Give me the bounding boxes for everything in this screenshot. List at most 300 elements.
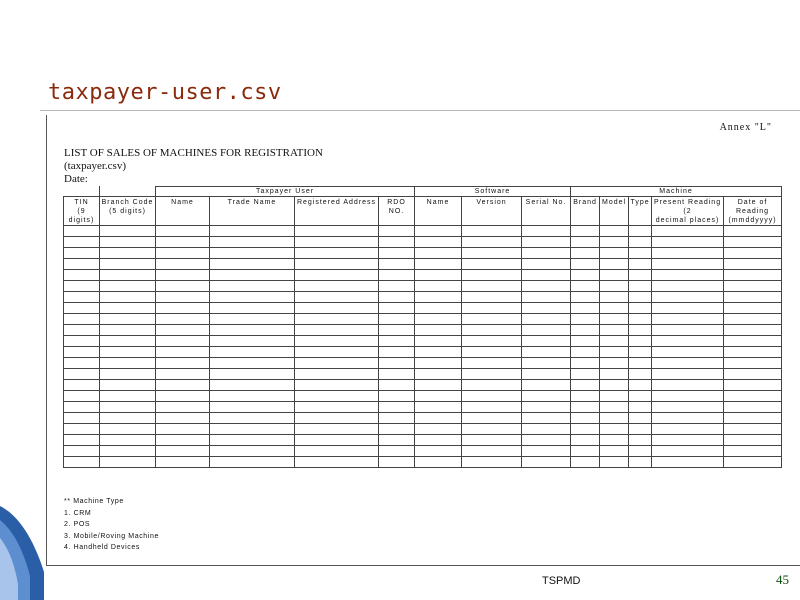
table-cell <box>210 446 295 457</box>
sales-table <box>63 186 782 468</box>
table-cell <box>724 303 782 314</box>
table-cell <box>415 369 462 380</box>
table-cell <box>652 424 724 435</box>
table-column-header <box>64 197 782 226</box>
table-cell <box>415 303 462 314</box>
table-cell <box>295 457 379 468</box>
table-cell <box>462 391 522 402</box>
table-cell <box>100 402 156 413</box>
table-cell <box>415 402 462 413</box>
table-cell <box>600 347 629 358</box>
table-cell <box>652 369 724 380</box>
table-cell <box>379 281 415 292</box>
table-cell <box>64 237 100 248</box>
table-cell <box>629 380 652 391</box>
table-cell <box>522 292 571 303</box>
table-cell <box>522 325 571 336</box>
table-cell <box>600 314 629 325</box>
table-cell <box>724 314 782 325</box>
table-cell <box>415 336 462 347</box>
table-row <box>64 237 782 248</box>
table-cell <box>571 259 600 270</box>
table-cell <box>210 413 295 424</box>
col-type: Type <box>629 197 652 226</box>
table-cell <box>571 369 600 380</box>
table-cell <box>64 380 100 391</box>
col-brand: Brand <box>571 197 600 226</box>
table-cell <box>379 248 415 259</box>
table-cell <box>629 424 652 435</box>
col-date-of-reading-label: Date of Reading <box>736 199 770 215</box>
table-cell <box>462 380 522 391</box>
table-cell <box>210 292 295 303</box>
col-present-reading <box>652 197 724 226</box>
table-cell <box>462 259 522 270</box>
table-cell <box>156 226 210 237</box>
table-row <box>64 413 782 424</box>
table-cell <box>571 237 600 248</box>
table-cell <box>379 325 415 336</box>
table-cell <box>64 413 100 424</box>
table-cell <box>379 336 415 347</box>
table-cell <box>724 380 782 391</box>
table-cell <box>600 402 629 413</box>
table-cell <box>210 347 295 358</box>
table-cell <box>415 248 462 259</box>
table-cell <box>379 259 415 270</box>
table-cell <box>210 336 295 347</box>
table-cell <box>462 281 522 292</box>
table-cell <box>652 413 724 424</box>
table-cell <box>571 446 600 457</box>
table-cell <box>600 424 629 435</box>
table-cell <box>64 226 100 237</box>
table-cell <box>462 457 522 468</box>
table-cell <box>100 281 156 292</box>
table-row <box>64 424 782 435</box>
table-cell <box>156 457 210 468</box>
table-cell <box>379 237 415 248</box>
col-branch-code-label: Branch Code <box>101 199 154 206</box>
table-cell <box>652 303 724 314</box>
table-cell <box>724 413 782 424</box>
col-present-reading-label: Present Reading (2 <box>653 199 722 215</box>
group-header-blank <box>64 187 100 197</box>
table-cell <box>210 369 295 380</box>
table-cell <box>522 391 571 402</box>
table-cell <box>64 424 100 435</box>
table-cell <box>64 446 100 457</box>
table-cell <box>629 435 652 446</box>
table-cell <box>415 358 462 369</box>
table-cell <box>522 413 571 424</box>
table-cell <box>64 259 100 270</box>
table-cell <box>415 292 462 303</box>
table-cell <box>210 314 295 325</box>
table-cell <box>629 457 652 468</box>
col-date-of-reading <box>724 197 782 226</box>
table-cell <box>724 325 782 336</box>
table-cell <box>462 237 522 248</box>
table-cell <box>415 391 462 402</box>
table-row <box>64 446 782 457</box>
table-cell <box>295 237 379 248</box>
table-cell <box>600 303 629 314</box>
table-cell <box>210 270 295 281</box>
table-cell <box>64 281 100 292</box>
table-cell <box>600 391 629 402</box>
table-cell <box>210 303 295 314</box>
table-cell <box>629 248 652 259</box>
table-cell <box>210 358 295 369</box>
table-row <box>64 457 782 468</box>
table-row <box>64 336 782 347</box>
machine-type-notes <box>64 496 159 554</box>
table-cell <box>522 380 571 391</box>
table-cell <box>462 413 522 424</box>
heading-title: LIST OF SALES OF MACHINES FOR REGISTRATION <box>64 147 323 159</box>
table-cell <box>629 226 652 237</box>
table-cell <box>100 391 156 402</box>
table-cell <box>415 314 462 325</box>
table-cell <box>724 358 782 369</box>
notes-item: 1. CRM <box>64 509 92 517</box>
table-cell <box>724 248 782 259</box>
table-cell <box>652 248 724 259</box>
table-cell <box>295 314 379 325</box>
table-cell <box>724 292 782 303</box>
table-row <box>64 281 782 292</box>
table-cell <box>156 281 210 292</box>
table-cell <box>379 424 415 435</box>
table-cell <box>415 226 462 237</box>
table-cell <box>462 248 522 259</box>
col-date-of-reading-sub: (mmddyyyy) <box>728 217 777 224</box>
table-cell <box>210 237 295 248</box>
table-cell <box>522 424 571 435</box>
table-cell <box>64 336 100 347</box>
table-cell <box>100 336 156 347</box>
table-cell <box>724 259 782 270</box>
table-cell <box>64 314 100 325</box>
table-row <box>64 347 782 358</box>
table-cell <box>64 457 100 468</box>
table-cell <box>652 347 724 358</box>
table-cell <box>629 303 652 314</box>
group-header-taxpayer-user: Taxpayer User <box>156 187 415 197</box>
table-cell <box>571 292 600 303</box>
heading-date: Date: <box>64 173 88 185</box>
table-cell <box>100 248 156 259</box>
table-cell <box>210 402 295 413</box>
table-body <box>64 226 782 468</box>
table-cell <box>64 391 100 402</box>
table-cell <box>600 380 629 391</box>
table-cell <box>652 314 724 325</box>
table-cell <box>462 446 522 457</box>
table-cell <box>629 325 652 336</box>
table-cell <box>600 248 629 259</box>
table-cell <box>724 347 782 358</box>
table-cell <box>522 303 571 314</box>
table-cell <box>210 259 295 270</box>
table-cell <box>724 281 782 292</box>
table-cell <box>64 358 100 369</box>
table-cell <box>462 424 522 435</box>
table-cell <box>652 237 724 248</box>
table-cell <box>295 226 379 237</box>
table-row <box>64 292 782 303</box>
col-version: Version <box>462 197 522 226</box>
col-model: Model <box>600 197 629 226</box>
table-cell <box>64 248 100 259</box>
table-cell <box>600 358 629 369</box>
col-branch-code-sub: (5 digits) <box>109 208 146 215</box>
table-cell <box>652 391 724 402</box>
table-cell <box>522 248 571 259</box>
table-cell <box>724 424 782 435</box>
table-cell <box>629 270 652 281</box>
table-cell <box>571 391 600 402</box>
col-tin-sub: (9 digits) <box>68 208 95 224</box>
table-cell <box>210 457 295 468</box>
table-cell <box>629 358 652 369</box>
table-cell <box>724 391 782 402</box>
table-cell <box>100 369 156 380</box>
table-cell <box>462 303 522 314</box>
table-cell <box>379 413 415 424</box>
table-cell <box>295 380 379 391</box>
table-cell <box>462 270 522 281</box>
table-cell <box>600 446 629 457</box>
table-cell <box>724 336 782 347</box>
table-cell <box>156 358 210 369</box>
table-cell <box>156 248 210 259</box>
table-cell <box>295 336 379 347</box>
table-cell <box>156 259 210 270</box>
table-cell <box>100 347 156 358</box>
table-cell <box>100 270 156 281</box>
table-cell <box>415 347 462 358</box>
table-cell <box>571 314 600 325</box>
table-cell <box>379 347 415 358</box>
table-cell <box>571 402 600 413</box>
table-cell <box>295 270 379 281</box>
table-cell <box>156 369 210 380</box>
col-trade-name: Trade Name <box>210 197 295 226</box>
table-group-header <box>64 187 782 197</box>
group-header-blank <box>100 187 156 197</box>
table-cell <box>629 259 652 270</box>
table-cell <box>415 259 462 270</box>
table-cell <box>295 347 379 358</box>
table-cell <box>600 413 629 424</box>
table-cell <box>652 457 724 468</box>
col-tin-label: TIN <box>74 199 89 206</box>
table-cell <box>629 446 652 457</box>
table-cell <box>210 391 295 402</box>
table-row <box>64 369 782 380</box>
table-cell <box>652 446 724 457</box>
table-cell <box>100 259 156 270</box>
table-cell <box>210 424 295 435</box>
table-cell <box>462 435 522 446</box>
col-serial-no: Serial No. <box>522 197 571 226</box>
col-present-reading-sub: decimal places) <box>655 217 720 224</box>
table-cell <box>156 380 210 391</box>
table-cell <box>64 303 100 314</box>
table-cell <box>571 270 600 281</box>
table-cell <box>295 248 379 259</box>
table-cell <box>100 424 156 435</box>
table-cell <box>571 413 600 424</box>
table-cell <box>571 226 600 237</box>
table-cell <box>156 402 210 413</box>
table-cell <box>629 347 652 358</box>
table-cell <box>522 226 571 237</box>
table-cell <box>571 424 600 435</box>
table-cell <box>652 292 724 303</box>
heading-filename: (taxpayer.csv) <box>64 160 126 172</box>
table-cell <box>379 369 415 380</box>
table-cell <box>462 358 522 369</box>
table-row <box>64 226 782 237</box>
table-cell <box>629 281 652 292</box>
table-cell <box>64 270 100 281</box>
table-cell <box>156 303 210 314</box>
table-cell <box>629 413 652 424</box>
table-cell <box>462 314 522 325</box>
table-cell <box>295 435 379 446</box>
table-cell <box>462 292 522 303</box>
table-cell <box>379 292 415 303</box>
table-cell <box>295 413 379 424</box>
table-cell <box>522 336 571 347</box>
table-cell <box>522 314 571 325</box>
table-cell <box>600 435 629 446</box>
table-cell <box>415 325 462 336</box>
table-row <box>64 303 782 314</box>
table-cell <box>100 358 156 369</box>
notes-item: 3. Mobile/Roving Machine <box>64 532 159 540</box>
table-cell <box>652 226 724 237</box>
table-cell <box>379 314 415 325</box>
table-cell <box>415 380 462 391</box>
table-cell <box>295 259 379 270</box>
table-cell <box>571 435 600 446</box>
table-cell <box>100 413 156 424</box>
table-cell <box>379 380 415 391</box>
table-cell <box>64 325 100 336</box>
table-cell <box>415 457 462 468</box>
table-cell <box>571 303 600 314</box>
table-cell <box>210 380 295 391</box>
group-header-machine: Machine <box>571 187 782 197</box>
table-cell <box>295 424 379 435</box>
col-registered-address: Registered Address <box>295 197 379 226</box>
table-cell <box>571 358 600 369</box>
table-cell <box>462 369 522 380</box>
table-cell <box>100 226 156 237</box>
table-cell <box>210 435 295 446</box>
table-cell <box>156 292 210 303</box>
slide-title: taxpayer-user.csv <box>48 80 282 105</box>
table-cell <box>522 281 571 292</box>
table-cell <box>100 237 156 248</box>
table-cell <box>571 380 600 391</box>
table-cell <box>571 457 600 468</box>
table-row <box>64 391 782 402</box>
table-cell <box>64 402 100 413</box>
table-cell <box>652 325 724 336</box>
table-cell <box>156 314 210 325</box>
table-cell <box>629 402 652 413</box>
notes-item: 4. Handheld Devices <box>64 544 140 551</box>
col-name: Name <box>156 197 210 226</box>
table-cell <box>210 325 295 336</box>
table-cell <box>462 325 522 336</box>
table-cell <box>156 237 210 248</box>
table-cell <box>210 226 295 237</box>
table-cell <box>379 402 415 413</box>
table-cell <box>652 259 724 270</box>
table-cell <box>652 435 724 446</box>
table-cell <box>522 347 571 358</box>
table-row <box>64 248 782 259</box>
table-cell <box>629 314 652 325</box>
table-cell <box>724 226 782 237</box>
table-cell <box>100 303 156 314</box>
table-cell <box>379 226 415 237</box>
table-cell <box>415 237 462 248</box>
table-cell <box>295 292 379 303</box>
col-branch-code <box>100 197 156 226</box>
table-cell <box>156 446 210 457</box>
table-cell <box>295 325 379 336</box>
table-cell <box>462 347 522 358</box>
table-row <box>64 259 782 270</box>
table-cell <box>600 281 629 292</box>
table-cell <box>295 369 379 380</box>
table-cell <box>724 237 782 248</box>
table-cell <box>652 380 724 391</box>
table-cell <box>156 435 210 446</box>
table-cell <box>652 402 724 413</box>
table-cell <box>379 358 415 369</box>
table-cell <box>571 248 600 259</box>
table-cell <box>295 303 379 314</box>
table-cell <box>629 336 652 347</box>
table-cell <box>379 446 415 457</box>
table-cell <box>600 226 629 237</box>
table-cell <box>100 435 156 446</box>
table-row <box>64 358 782 369</box>
table-cell <box>295 391 379 402</box>
table-cell <box>629 237 652 248</box>
table-row <box>64 435 782 446</box>
table-cell <box>295 402 379 413</box>
table-cell <box>522 270 571 281</box>
table-cell <box>415 281 462 292</box>
table-cell <box>156 270 210 281</box>
table-cell <box>522 369 571 380</box>
notes-item: 2. POS <box>64 521 91 528</box>
table-cell <box>571 281 600 292</box>
table-cell <box>379 391 415 402</box>
table-cell <box>724 457 782 468</box>
table-cell <box>156 424 210 435</box>
table-cell <box>600 259 629 270</box>
